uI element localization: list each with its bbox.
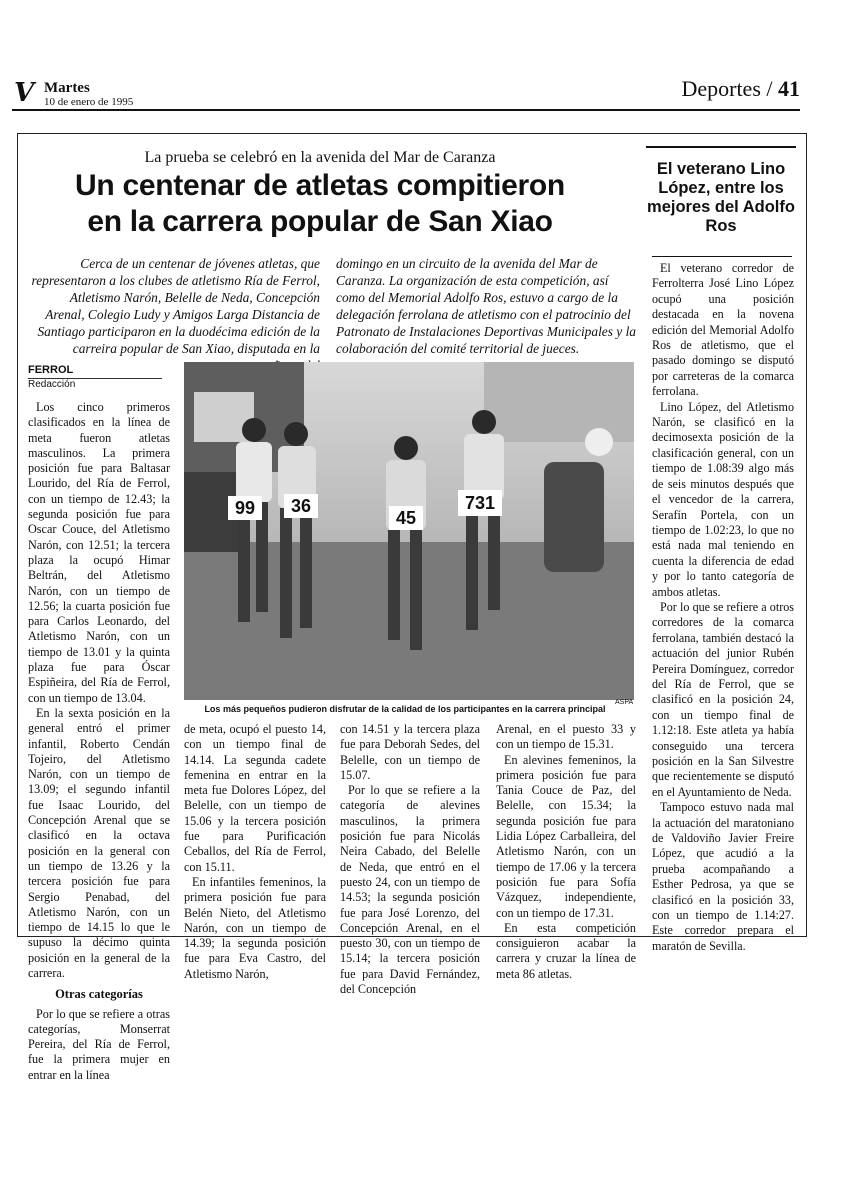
sidebar-rule: [652, 256, 792, 257]
headline-line-1: Un centenar de atletas compitieron: [75, 169, 565, 202]
sidebar-rule-top: [646, 146, 796, 148]
paragraph: En esta competición consiguieron acabar la carrera y cruzar la línea de meta 86 atletas.: [496, 920, 636, 981]
bib-36: 36: [290, 496, 312, 516]
byline: Redacción: [28, 379, 76, 390]
article-kicker: La prueba se celebró en la avenida del Mar de Caranza: [144, 149, 496, 166]
paragraph: En la sexta posición en la general entró el primer infantil, Roberto Cendán Tojeiro, del Atletismo Narón, con un tiempo de 13.09; el segundo infantil fue Isaac Lourido, del Concepción Arenal que se clasificó en la octava posición en la general con un tiempo de 13.26 y la tercera posición fue para Sergio Penabad, del Atletismo Narón, con un tiempo de 14.15 lo que le supuso la décimo quinta posición en la general de la carrera.: [28, 705, 170, 980]
paragraph: En alevines femeninos, la primera posición fue para Tania Couce de Paz, del Belelle, con 15.34; la segunda posición fue para Lidia López Carballeira, del Atletismo Narón, con un tiempo de 17.06 y la tercera posición fue para Sofía Vázquez, independiente, con un tiempo de 17.31.: [496, 752, 636, 920]
paragraph: de meta, ocupó el puesto 14, con un tiempo final de 14.14. La segunda cadete femenina en entrar en la meta fue Dolores López, del Belelle, con un tiempo de 15.06 y la tercera posición fue para Purificación Ceballos, del Ría de Ferrol, con 15.11.: [184, 722, 326, 874]
body-column-4: [496, 722, 636, 982]
section-header: [681, 76, 800, 102]
paragraph: El veterano corredor de Ferrolterra José Lino López ocupó una posición destacada en la novena edición del Memorial Adolfo Ros de atletismo, que el pasado domingo se disputó por carreteras de la comarca ferrolana.: [652, 261, 794, 399]
newspaper-logo: V: [14, 78, 35, 108]
sidebar-body: [652, 261, 794, 954]
masthead-date: 10 de enero de 1995: [44, 96, 134, 108]
headline-line-2: en la carrera popular de San Xiao: [87, 205, 553, 238]
page-number: 41: [778, 76, 800, 101]
race-photo: [184, 362, 634, 700]
body-column-1: [28, 400, 170, 1083]
lead-right: domingo en un circuito de la avenida del Mar de Caranza. La organización de esta competición, así como del Memorial Adolfo Ros, estuvo a cargo de la delegación ferrolana de atletismo con el patrocinio del Patronato de Instalaciones Deportivas Municipales y la colaboración del comité territorial de jueces.: [336, 256, 637, 356]
runners-illustration: [184, 362, 634, 700]
bib-731: 731: [464, 493, 496, 513]
lead-left: Cerca de un centenar de jóvenes atletas, que representaron a los clubes de atletismo Ría de Ferrol, Atletismo Narón, Belelle de Neda, Concepción Arenal, Colegio Ludy y Amigos Larga Distancia de Santiago participaron en la duodécima edición de la carreira popular de San Xiao, disputada en la: [31, 256, 320, 356]
paragraph: Lino López, del Atletismo Narón, se clasificó en la decimosexta posición de la clasificación general, con un tiempo de 1.08:39 algo más de seis minutos después que el vencedor de la carrera, Serafín Portela, con un tiempo de 1.02:23, lo que no está nada mal teniendo en cuenta la diferencia de edad y por lo tanto categoría de ambos atletas.: [652, 399, 794, 599]
bib-45: 45: [395, 508, 417, 528]
sidebar-title: El veterano Lino López, entre los mejores del Adolfo Ros: [647, 160, 795, 235]
section-name: Deportes /: [681, 76, 773, 101]
paragraph: Por lo que se refiere a otros corredores de la comarca ferrolana, también destacó la actuación del junior Rubén Pereira Domínguez, corredor del Ría de Ferrol, que se clasificó en la posición 24, con un tiempo final de 1.12:18. Este atleta ya había conseguido una tercera posición en la San Silvestre que recientemente se disputó en el Ayuntamiento de Neda.: [652, 599, 794, 799]
subheading: Otras categorías: [55, 987, 143, 1002]
paragraph: Por lo que se refiere a la categoría de alevines masculinos, la primera posición fue para Nicolás Neira Cabado, del Belelle de Neda, que entró en el puesto 24, con un tiempo de 14.53; la segunda posición fue para José Lorenzo, del Concepción Arenal, en el puesto 30, con un tiempo de 15.14; la tercera posición fue para David Fernández, del Concepción: [340, 783, 480, 997]
bib-99: 99: [234, 498, 256, 518]
photo-credit: ASPA: [615, 699, 634, 706]
paragraph: con 14.51 y la tercera plaza fue para Deborah Sedes, del Belelle, con un tiempo de 15.07.: [340, 722, 480, 782]
masthead-rule: [12, 109, 800, 111]
masthead-day: Martes: [44, 80, 90, 96]
photo-caption: Los más pequeños pudieron disfrutar de la calidad de los participantes en la carrera principal: [204, 704, 606, 714]
paragraph: Tampoco estuvo nada mal la actuación del maratoniano de Valdoviño Javier Freire López, que acudió a la prueba acompañando a Esther Pedrosa, ya que se clasificó en la posición 33, con un tiempo de 1.14:27. Este corredor prepara el maratón de Sevilla.: [652, 800, 794, 953]
dateline-place: FERROL: [28, 364, 162, 379]
body-column-2: [184, 722, 326, 982]
paragraph: Arenal, en el puesto 33 y con un tiempo de 15.31.: [496, 722, 636, 752]
article-headline: [30, 168, 610, 240]
paragraph: Los cinco primeros clasificados en la línea de meta fueron atletas masculinos. La primera posición fue para Baltasar Lourido, del Ría de Ferrol, con un tiempo de 12.43; la segunda posición fue para Oscar Couce, del Atletismo Narón, con 12.51; la tercera plaza la ocupó Himar Beltrán, del Atletismo Narón, con un tiempo de 12.56; la cuarta posición fue para Carlos Leonardo, del Atletismo Narón, con un tiempo de 13.01 y la quinta plaza fue para Óscar Espiñeira, del Ría de Ferrol, con un tiempo de 13.04.: [28, 400, 170, 705]
paragraph: Por lo que se refiere a otras categorías, Monserrat Pereira, del Ría de Ferrol, fue la primera mujer en entrar en la línea: [28, 1006, 170, 1082]
paragraph: En infantiles femeninos, la primera posición fue para Belén Nieto, del Atletismo Narón, con un tiempo de 14.39; la segunda posición fue para Eva Castro, del Atletismo Narón,: [184, 874, 326, 981]
body-column-3: [340, 722, 480, 997]
